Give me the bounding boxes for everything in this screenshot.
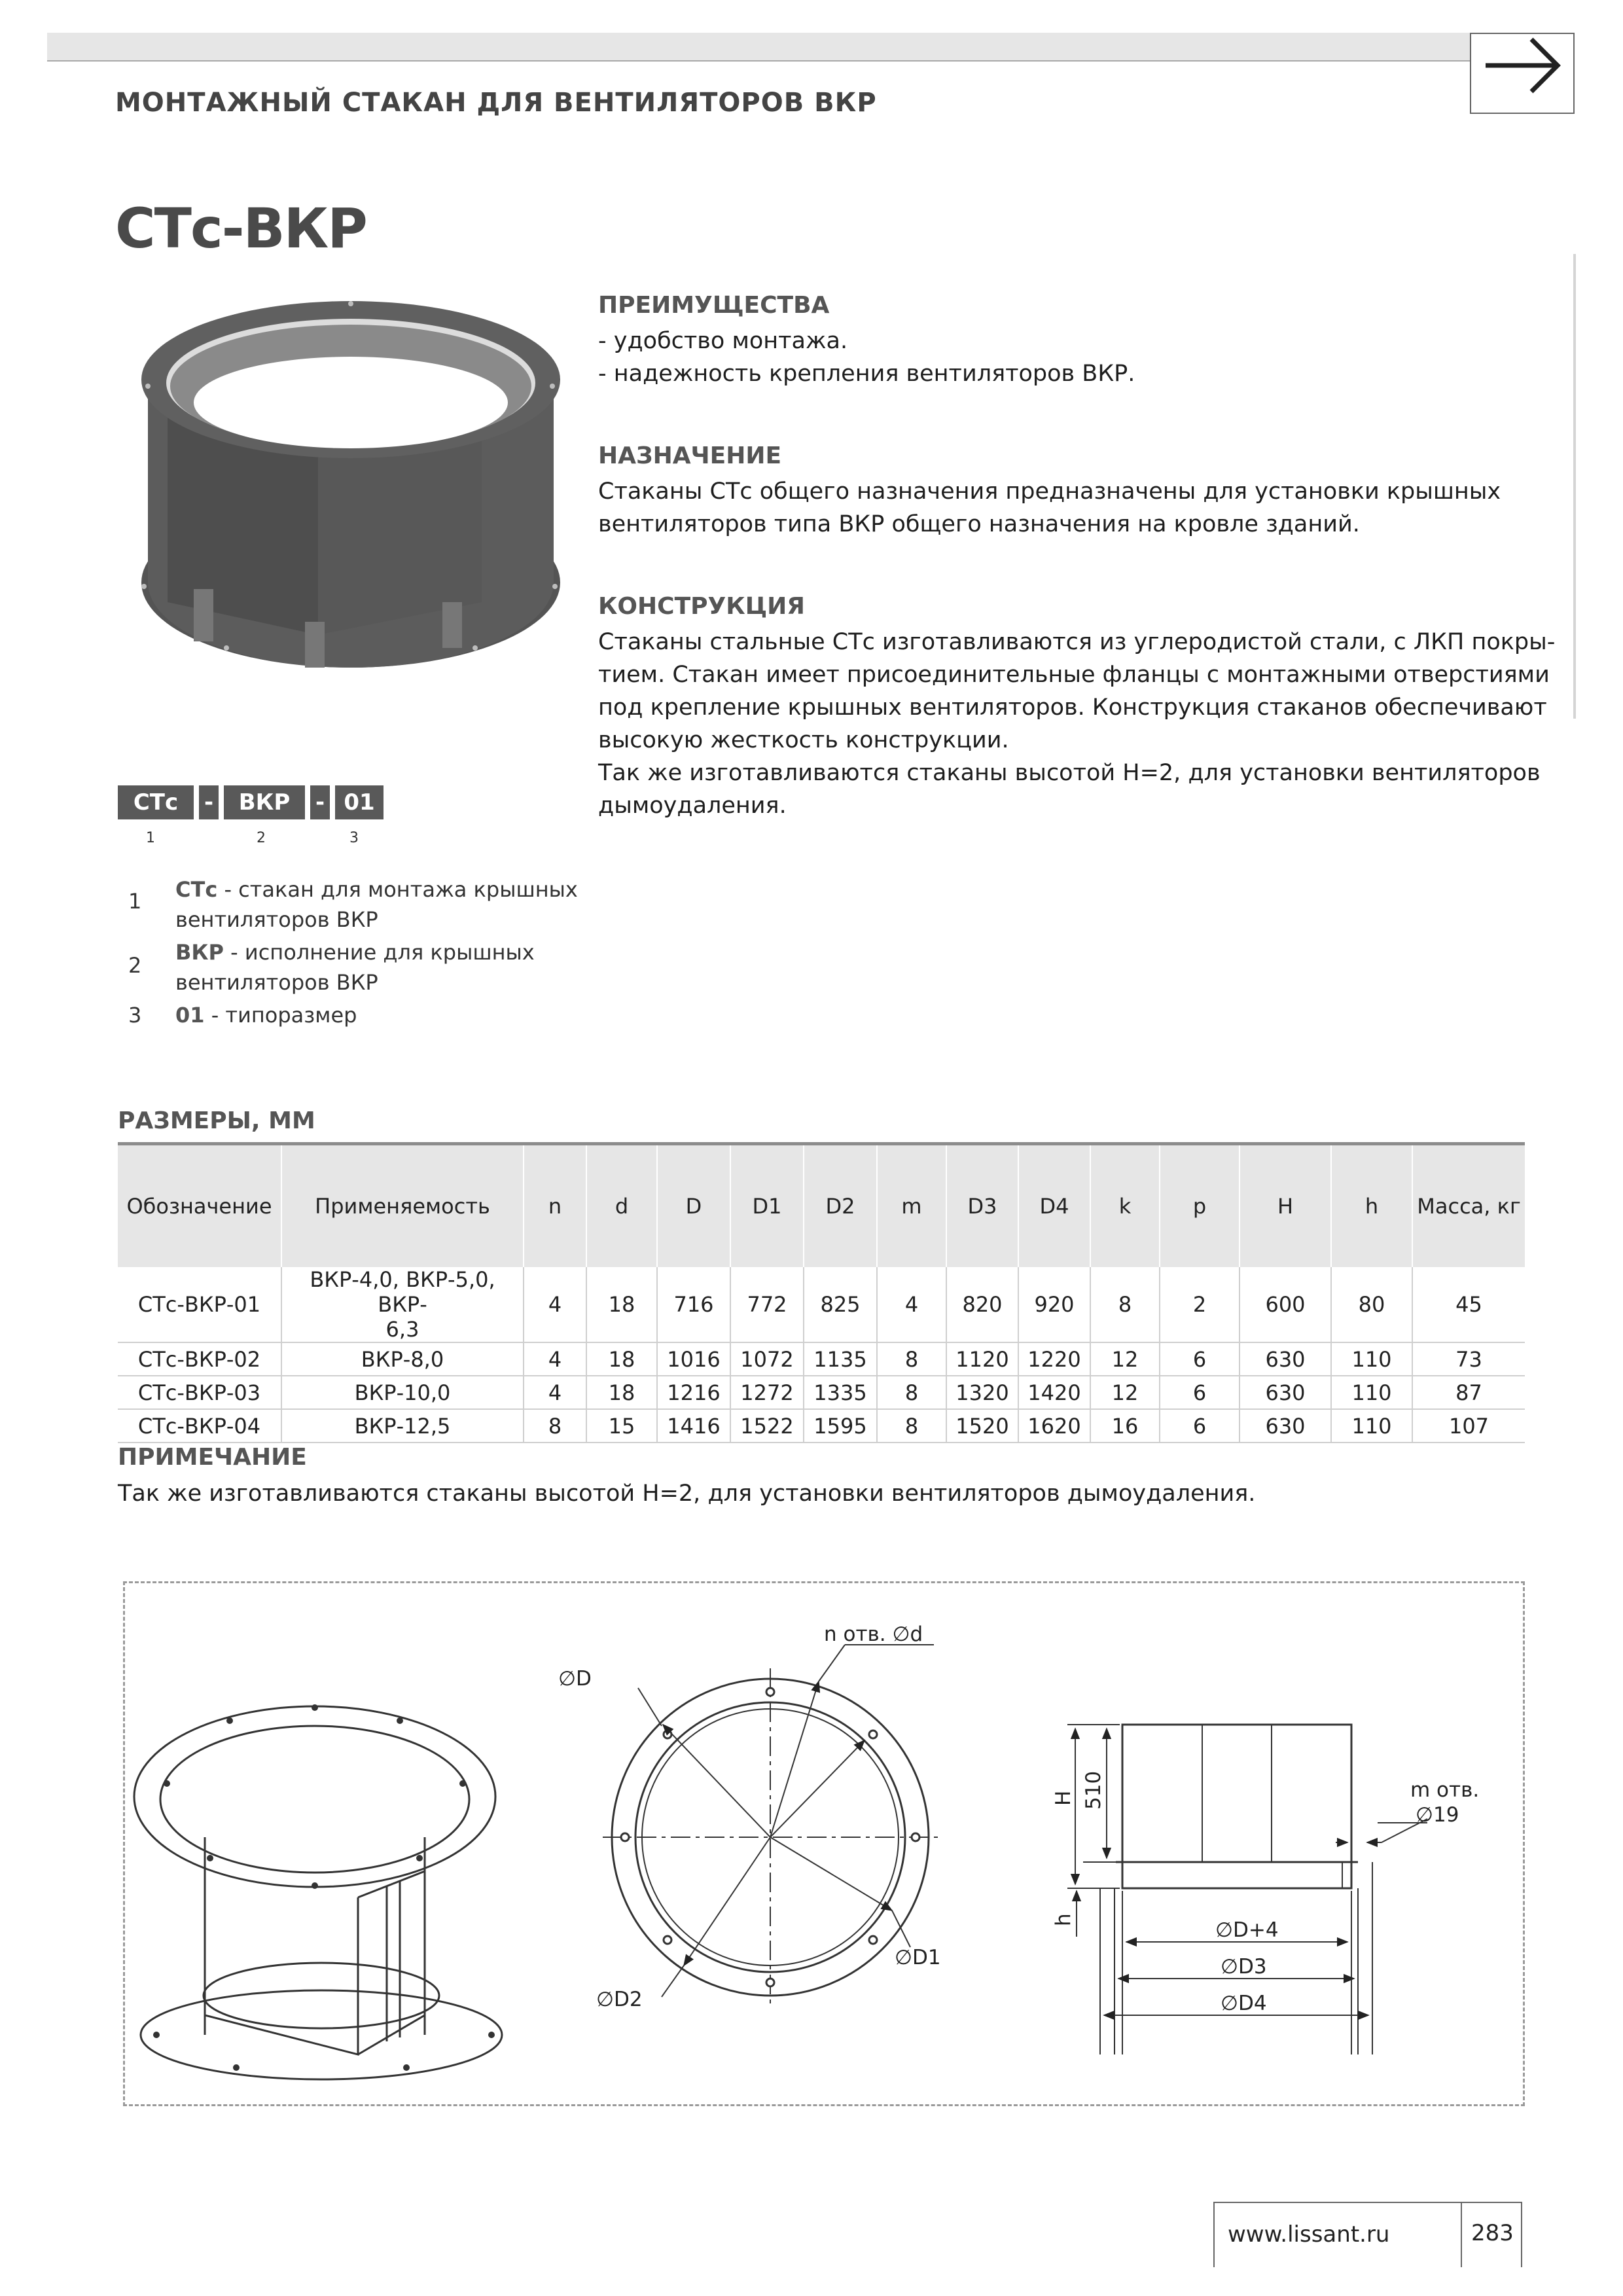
cell-value: 1335: [804, 1376, 877, 1409]
cell-value: 1220: [1018, 1342, 1090, 1376]
cell-value: 772: [730, 1267, 804, 1342]
construction-line: дымоудаления.: [598, 793, 787, 819]
cell-value: 6: [1160, 1409, 1240, 1443]
height-510-label: 510: [1082, 1770, 1105, 1810]
cell-value: 820: [946, 1267, 1018, 1342]
cell-value: 2: [1160, 1267, 1240, 1342]
cell-value: 18: [586, 1376, 657, 1409]
legend-item-3: [175, 1000, 581, 1030]
column-header: D: [657, 1144, 730, 1268]
technical-drawings: [123, 1581, 1525, 2106]
cell-applicability: ВКР-10,0: [281, 1376, 524, 1409]
note-heading: ПРИМЕЧАНИЕ: [118, 1444, 307, 1471]
code-number-3: 3: [349, 830, 359, 846]
cell-value: 630: [1240, 1342, 1331, 1376]
code-part-2: ВКР: [224, 785, 305, 819]
cell-value: 1272: [730, 1376, 804, 1409]
column-header: p: [1160, 1144, 1240, 1268]
column-header: n: [524, 1144, 586, 1268]
diameter-d1-label: ∅D1: [895, 1946, 941, 1969]
legend-desc: - стакан для монтажа крышных: [217, 877, 578, 902]
construction-line: высокую жесткость конструкции.: [598, 727, 1009, 753]
legend-key: СТс: [175, 877, 218, 902]
page-number: 283: [1471, 2220, 1514, 2246]
cell-value: 6: [1160, 1342, 1240, 1376]
legend-item-2: [175, 937, 581, 997]
cell-value: 107: [1412, 1409, 1525, 1443]
cell-applicability: ВКР-12,5: [281, 1409, 524, 1443]
table-row: [118, 1409, 1525, 1443]
column-header: d: [586, 1144, 657, 1268]
cell-value: 1416: [657, 1409, 730, 1443]
cell-value: 1520: [946, 1409, 1018, 1443]
advantages-list: [598, 325, 1135, 390]
code-separator: -: [199, 785, 219, 819]
dimensions-table: [118, 1142, 1525, 1443]
legend-desc: - исполнение для крышных: [224, 940, 535, 965]
cell-value: 18: [586, 1267, 657, 1342]
holes-label: n отв. ∅d: [824, 1623, 923, 1646]
diameter-d3-label: ∅D3: [1221, 1955, 1267, 1979]
header-rule: [47, 60, 1575, 62]
diameter-d-label: ∅D: [558, 1667, 592, 1691]
advantages-heading: ПРЕИМУЩЕСТВА: [598, 292, 830, 319]
footer-divider: [1461, 2203, 1462, 2267]
cell-value: 73: [1412, 1342, 1525, 1376]
advantage-item: - надежность крепления вентиляторов ВКР.: [598, 361, 1135, 387]
m-holes-label: m отв.: [1410, 1778, 1480, 1802]
legend-item-1: [175, 874, 581, 935]
cell-value: 87: [1412, 1376, 1525, 1409]
cell-value: 600: [1240, 1267, 1331, 1342]
cell-value: 920: [1018, 1267, 1090, 1342]
legend-key: 01: [175, 1003, 205, 1028]
cell-value: 8: [1090, 1267, 1160, 1342]
diameter-dplus4-label: ∅D+4: [1215, 1918, 1279, 1942]
hole-19-label: ∅19: [1416, 1803, 1459, 1827]
product-title: СТс-ВКР: [115, 196, 366, 260]
website-link[interactable]: www.lissant.ru: [1228, 2221, 1390, 2248]
cell-value: 8: [877, 1376, 946, 1409]
advantage-item: - удобство монтажа.: [598, 328, 848, 354]
legend-number: 3: [128, 1003, 142, 1028]
legend-number: 2: [128, 953, 142, 978]
diameter-d2-label: ∅D2: [596, 1988, 643, 2011]
code-separator: -: [310, 785, 330, 819]
isometric-drawing: [134, 1704, 502, 2079]
cell-value: 80: [1331, 1267, 1412, 1342]
cell-value: 1420: [1018, 1376, 1090, 1409]
table-row: [118, 1376, 1525, 1409]
cell-value: 825: [804, 1267, 877, 1342]
cell-value: 8: [524, 1409, 586, 1443]
cell-value: 16: [1090, 1409, 1160, 1443]
cell-applicability: [281, 1267, 524, 1342]
header-bar: [47, 33, 1575, 60]
code-number-2: 2: [257, 830, 266, 846]
construction-text: [598, 626, 1555, 822]
column-header: m: [877, 1144, 946, 1268]
cell-value: 1595: [804, 1409, 877, 1443]
cell-value: 1522: [730, 1409, 804, 1443]
cell-designation: СТс-ВКР-04: [118, 1409, 281, 1443]
column-header: Обозначение: [118, 1144, 281, 1268]
cell-value: 716: [657, 1267, 730, 1342]
cell-value: 630: [1240, 1376, 1331, 1409]
arrow-right-icon: [1471, 34, 1573, 113]
legend-desc: - типоразмер: [204, 1003, 357, 1028]
column-header: Масса, кг: [1412, 1144, 1525, 1268]
cell-value: 12: [1090, 1342, 1160, 1376]
cell-value: 8: [877, 1342, 946, 1376]
cell-value: 1135: [804, 1342, 877, 1376]
legend-desc: вентиляторов ВКР: [175, 970, 378, 995]
cell-designation: СТс-ВКР-03: [118, 1376, 281, 1409]
table-row: [118, 1267, 1525, 1342]
cell-value: 1320: [946, 1376, 1018, 1409]
cell-value: 4: [524, 1267, 586, 1342]
table-header-row: [118, 1144, 1525, 1268]
purpose-line: вентиляторов типа ВКР общего назначения на кровле зданий.: [598, 511, 1360, 537]
cell-designation: СТс-ВКР-01: [118, 1267, 281, 1342]
code-number-1: 1: [146, 830, 155, 846]
column-header: D3: [946, 1144, 1018, 1268]
cell-value: 630: [1240, 1409, 1331, 1443]
note-text: Так же изготавливаются стаканы высотой Н=2, для установки вентиляторов дымоудаления.: [118, 1480, 1256, 1507]
side-view-drawing: [1052, 1725, 1479, 2054]
cell-value: 110: [1331, 1342, 1412, 1376]
cell-value: 4: [877, 1267, 946, 1342]
cell-value: 15: [586, 1409, 657, 1443]
purpose-heading: НАЗНАЧЕНИЕ: [598, 442, 782, 469]
legend-desc: вентиляторов ВКР: [175, 907, 378, 932]
cell-value: 45: [1412, 1267, 1525, 1342]
column-header: k: [1090, 1144, 1160, 1268]
cell-value: 4: [524, 1342, 586, 1376]
construction-line: тием. Стакан имеет присоединительные фланцы с монтажными отверстиями: [598, 662, 1550, 688]
legend-key: ВКР: [175, 940, 224, 965]
applicability-line: 6,3: [385, 1317, 419, 1342]
construction-heading: КОНСТРУКЦИЯ: [598, 593, 805, 620]
purpose-line: Стаканы СТс общего назначения предназначены для установки крышных: [598, 478, 1501, 505]
height-H-label: H: [1052, 1790, 1075, 1806]
dimensions-heading: РАЗМЕРЫ, ММ: [118, 1107, 315, 1134]
next-page-button[interactable]: [1470, 33, 1575, 114]
cell-value: 18: [586, 1342, 657, 1376]
section-title: МОНТАЖНЫЙ СТАКАН ДЛЯ ВЕНТИЛЯТОРОВ ВКР: [115, 88, 877, 118]
cell-designation: СТс-ВКР-02: [118, 1342, 281, 1376]
column-header: h: [1331, 1144, 1412, 1268]
height-h-label: h: [1052, 1913, 1075, 1926]
construction-line: Стаканы стальные СТс изготавливаются из углеродистой стали, с ЛКП покры-: [598, 629, 1556, 655]
cell-value: 1072: [730, 1342, 804, 1376]
cell-value: 4: [524, 1376, 586, 1409]
cell-value: 110: [1331, 1409, 1412, 1443]
applicability-line: ВКР-4,0, ВКР-5,0, ВКР-: [310, 1267, 495, 1317]
column-header: D4: [1018, 1144, 1090, 1268]
column-header: Применяемость: [281, 1144, 524, 1268]
purpose-text: [598, 475, 1501, 541]
column-header: D2: [804, 1144, 877, 1268]
code-part-3: 01: [335, 785, 383, 819]
legend-number: 1: [128, 889, 142, 914]
page-edge-marker: [1573, 254, 1576, 719]
column-header: H: [1240, 1144, 1331, 1268]
cell-value: 1216: [657, 1376, 730, 1409]
construction-line: под крепление крышных вентиляторов. Конструкция стаканов обеспечивают: [598, 694, 1547, 721]
code-part-1: СТс: [118, 785, 194, 819]
cell-value: 110: [1331, 1376, 1412, 1409]
table-row: [118, 1342, 1525, 1376]
cell-value: 12: [1090, 1376, 1160, 1409]
diameter-d4-label: ∅D4: [1221, 1992, 1267, 2015]
cell-value: 6: [1160, 1376, 1240, 1409]
top-view-drawing: [558, 1623, 941, 2011]
cell-applicability: ВКР-8,0: [281, 1342, 524, 1376]
column-header: D1: [730, 1144, 804, 1268]
product-image: [128, 295, 573, 690]
construction-line: Так же изготавливаются стаканы высотой Н=2, для установки вентиляторов: [598, 760, 1541, 786]
cell-value: 1016: [657, 1342, 730, 1376]
cell-value: 8: [877, 1409, 946, 1443]
cell-value: 1120: [946, 1342, 1018, 1376]
cell-value: 1620: [1018, 1409, 1090, 1443]
